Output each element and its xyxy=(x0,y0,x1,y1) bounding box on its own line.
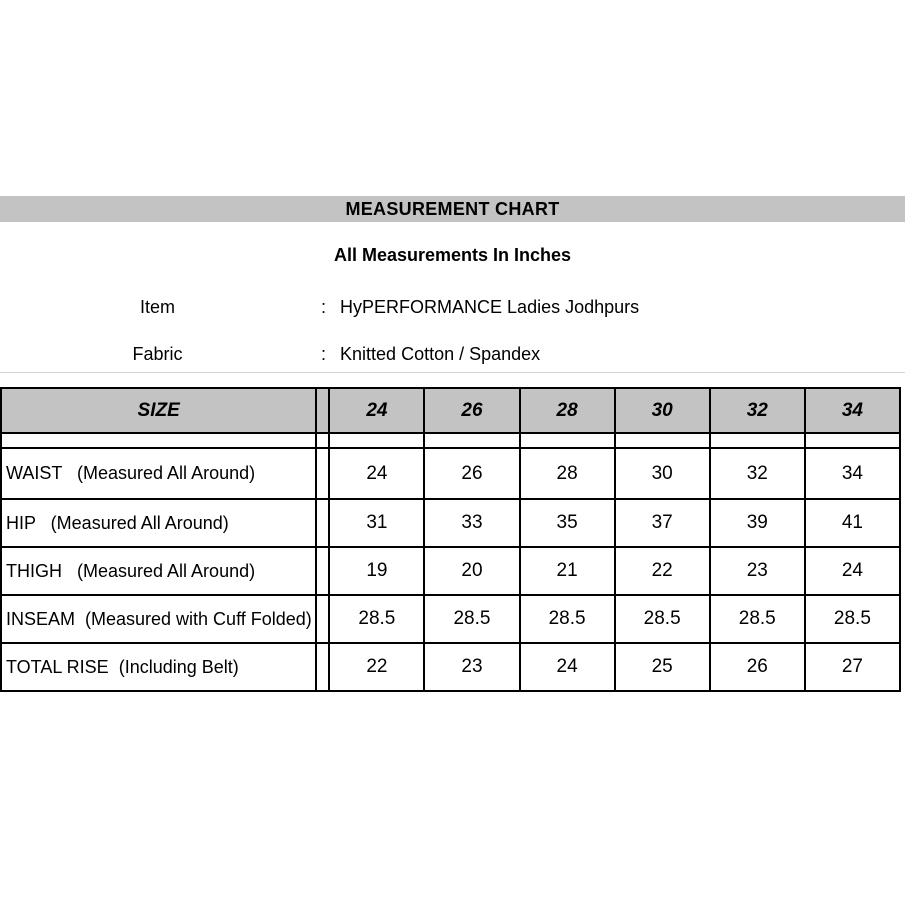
value-cell: 21 xyxy=(520,547,615,595)
table-row-hip xyxy=(1,499,900,547)
row-label: WAIST (Measured All Around) xyxy=(1,448,316,499)
page-title: MEASUREMENT CHART xyxy=(345,198,560,219)
item-label: Item xyxy=(139,297,175,317)
item-value-wrap xyxy=(321,297,639,318)
size-col-header: 28 xyxy=(520,388,615,433)
value-cell: 19 xyxy=(329,547,424,595)
fabric-label: Fabric xyxy=(132,344,183,364)
spacer-cell xyxy=(316,499,329,547)
value-cell: 28.5 xyxy=(615,595,710,643)
size-header-label: SIZE xyxy=(1,388,316,433)
value-cell: 31 xyxy=(329,499,424,547)
empty-spacer-row xyxy=(1,433,900,448)
value-cell: 20 xyxy=(424,547,519,595)
item-meta-row xyxy=(0,297,905,319)
size-col-header: 24 xyxy=(329,388,424,433)
divider-line xyxy=(0,372,905,373)
value-cell: 23 xyxy=(424,643,519,691)
row-label: HIP (Measured All Around) xyxy=(1,499,316,547)
spacer-cell xyxy=(316,547,329,595)
value-cell: 24 xyxy=(520,643,615,691)
fabric-value-wrap xyxy=(321,344,540,365)
value-cell: 41 xyxy=(805,499,900,547)
title-bar xyxy=(0,196,905,222)
item-separator: : xyxy=(321,297,327,317)
value-cell: 22 xyxy=(615,547,710,595)
spacer-cell xyxy=(316,448,329,499)
spacer-cell xyxy=(316,643,329,691)
table-row-waist xyxy=(1,448,900,499)
fabric-separator: : xyxy=(321,344,327,364)
value-cell: 26 xyxy=(424,448,519,499)
item-value: HyPERFORMANCE Ladies Jodhpurs xyxy=(340,297,640,317)
row-label: INSEAM (Measured with Cuff Folded) xyxy=(1,595,316,643)
size-col-header: 32 xyxy=(710,388,805,433)
fabric-value: Knitted Cotton / Spandex xyxy=(340,344,541,364)
value-cell: 24 xyxy=(329,448,424,499)
row-label: THIGH (Measured All Around) xyxy=(1,547,316,595)
fabric-meta-row xyxy=(0,344,905,366)
value-cell: 28.5 xyxy=(424,595,519,643)
size-col-header: 34 xyxy=(805,388,900,433)
table-header-row xyxy=(1,388,900,433)
value-cell: 28.5 xyxy=(805,595,900,643)
table-row-inseam xyxy=(1,595,900,643)
size-col-header: 26 xyxy=(424,388,519,433)
value-cell: 34 xyxy=(805,448,900,499)
value-cell: 28 xyxy=(520,448,615,499)
value-cell: 25 xyxy=(615,643,710,691)
value-cell: 24 xyxy=(805,547,900,595)
row-label: TOTAL RISE (Including Belt) xyxy=(1,643,316,691)
value-cell: 28.5 xyxy=(710,595,805,643)
table-row-total-rise xyxy=(1,643,900,691)
value-cell: 26 xyxy=(710,643,805,691)
value-cell: 37 xyxy=(615,499,710,547)
value-cell: 32 xyxy=(710,448,805,499)
value-cell: 30 xyxy=(615,448,710,499)
value-cell: 28.5 xyxy=(520,595,615,643)
value-cell: 35 xyxy=(520,499,615,547)
value-cell: 27 xyxy=(805,643,900,691)
value-cell: 39 xyxy=(710,499,805,547)
table-row-thigh xyxy=(1,547,900,595)
subtitle: All Measurements In Inches xyxy=(333,245,572,265)
value-cell: 23 xyxy=(710,547,805,595)
size-col-header: 30 xyxy=(615,388,710,433)
value-cell: 28.5 xyxy=(329,595,424,643)
value-cell: 33 xyxy=(424,499,519,547)
spacer-cell xyxy=(316,595,329,643)
value-cell: 22 xyxy=(329,643,424,691)
spacer-header-cell xyxy=(316,388,329,433)
size-table xyxy=(0,387,901,692)
